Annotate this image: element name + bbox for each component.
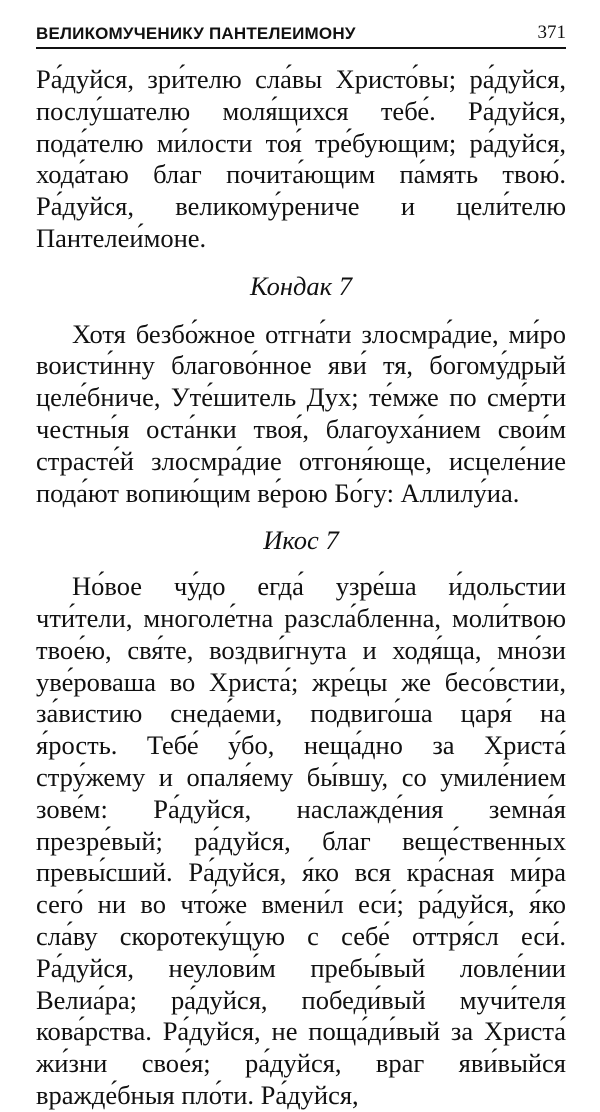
paragraph-ikos-7: Но́вое чу́до егда́ узре́ша и́дольстии чти́тели, многоле́тна разсла́бленна, моли́твою твое́ю, свя́те, воздви́гнута и ходя́ща, мно́зи уве́роваша во Христа́; жре́цы же бесо́встии, за́вистию снеда́еми, подвиго́ша царя́ на я́рость. Тебе́ у́бо, неща́дно за Христа́ стру́жему и опаля́ему бы́вшу, со умиле́нием зове́м: Ра́дуйся, наслажде́ния земна́я презре́вый; ра́дуйся, благ веще́ственных превы́сший. Ра́дуйся, я́ко вся кра́сная ми́ра сего́ ни во что́же вмени́л еси́; ра́дуйся, я́ко сла́ву скоротеку́щую с себе́ оттря́сл еси́. Ра́дуйся, неулови́м пребы́вый ловле́нии Велиа́ра; ра́дуйся, победи́вый мучи́теля кова́рства. Ра́дуйся, не поща́ди́вый за Христа́ жи́зни свое́я; ра́дуйся, враг яви́выйся вражде́бныя пло́ти. Ра́дуйся, — [36, 571, 566, 1110]
paragraph-kondak-7: Хотя безбо́жное отгна́ти злосмра́дие, ми́ро воисти́нну благово́нное яви́ тя, богому́дрый целе́бниче, Уте́шитель Дух; те́мже по сме́рти честны́я оста́нки твоя́, благоуха́нием свои́м страсте́й злосмра́дие отгоня́юще, исцеле́ние пода́ют вопию́щим ве́рою Бо́гу: Аллилу́иа. — [36, 318, 566, 508]
paragraph-ikos-6-end: Ра́дуйся, зри́телю сла́вы Христо́вы; ра́дуйся, послу́шателю моля́щихся тебе́. Ра́дуйся, пода́телю ми́лости тоя́ тре́бующим; ра́дуйся, хода́таю благ почита́ющим па́мять твою́. Ра́дуйся, великому́рениче и цели́телю Пантелеи́моне. — [36, 64, 566, 253]
ikos-7-heading: Икос 7 — [263, 525, 339, 556]
kondak-7-heading: Кондак 7 — [250, 270, 352, 301]
running-title: ВЕЛИКОМУЧЕНИКУ ПАНТЕЛЕИМОНУ — [36, 24, 356, 43]
page-number: 371 — [537, 22, 566, 43]
page-body — [36, 64, 566, 1112]
running-head — [36, 22, 566, 49]
